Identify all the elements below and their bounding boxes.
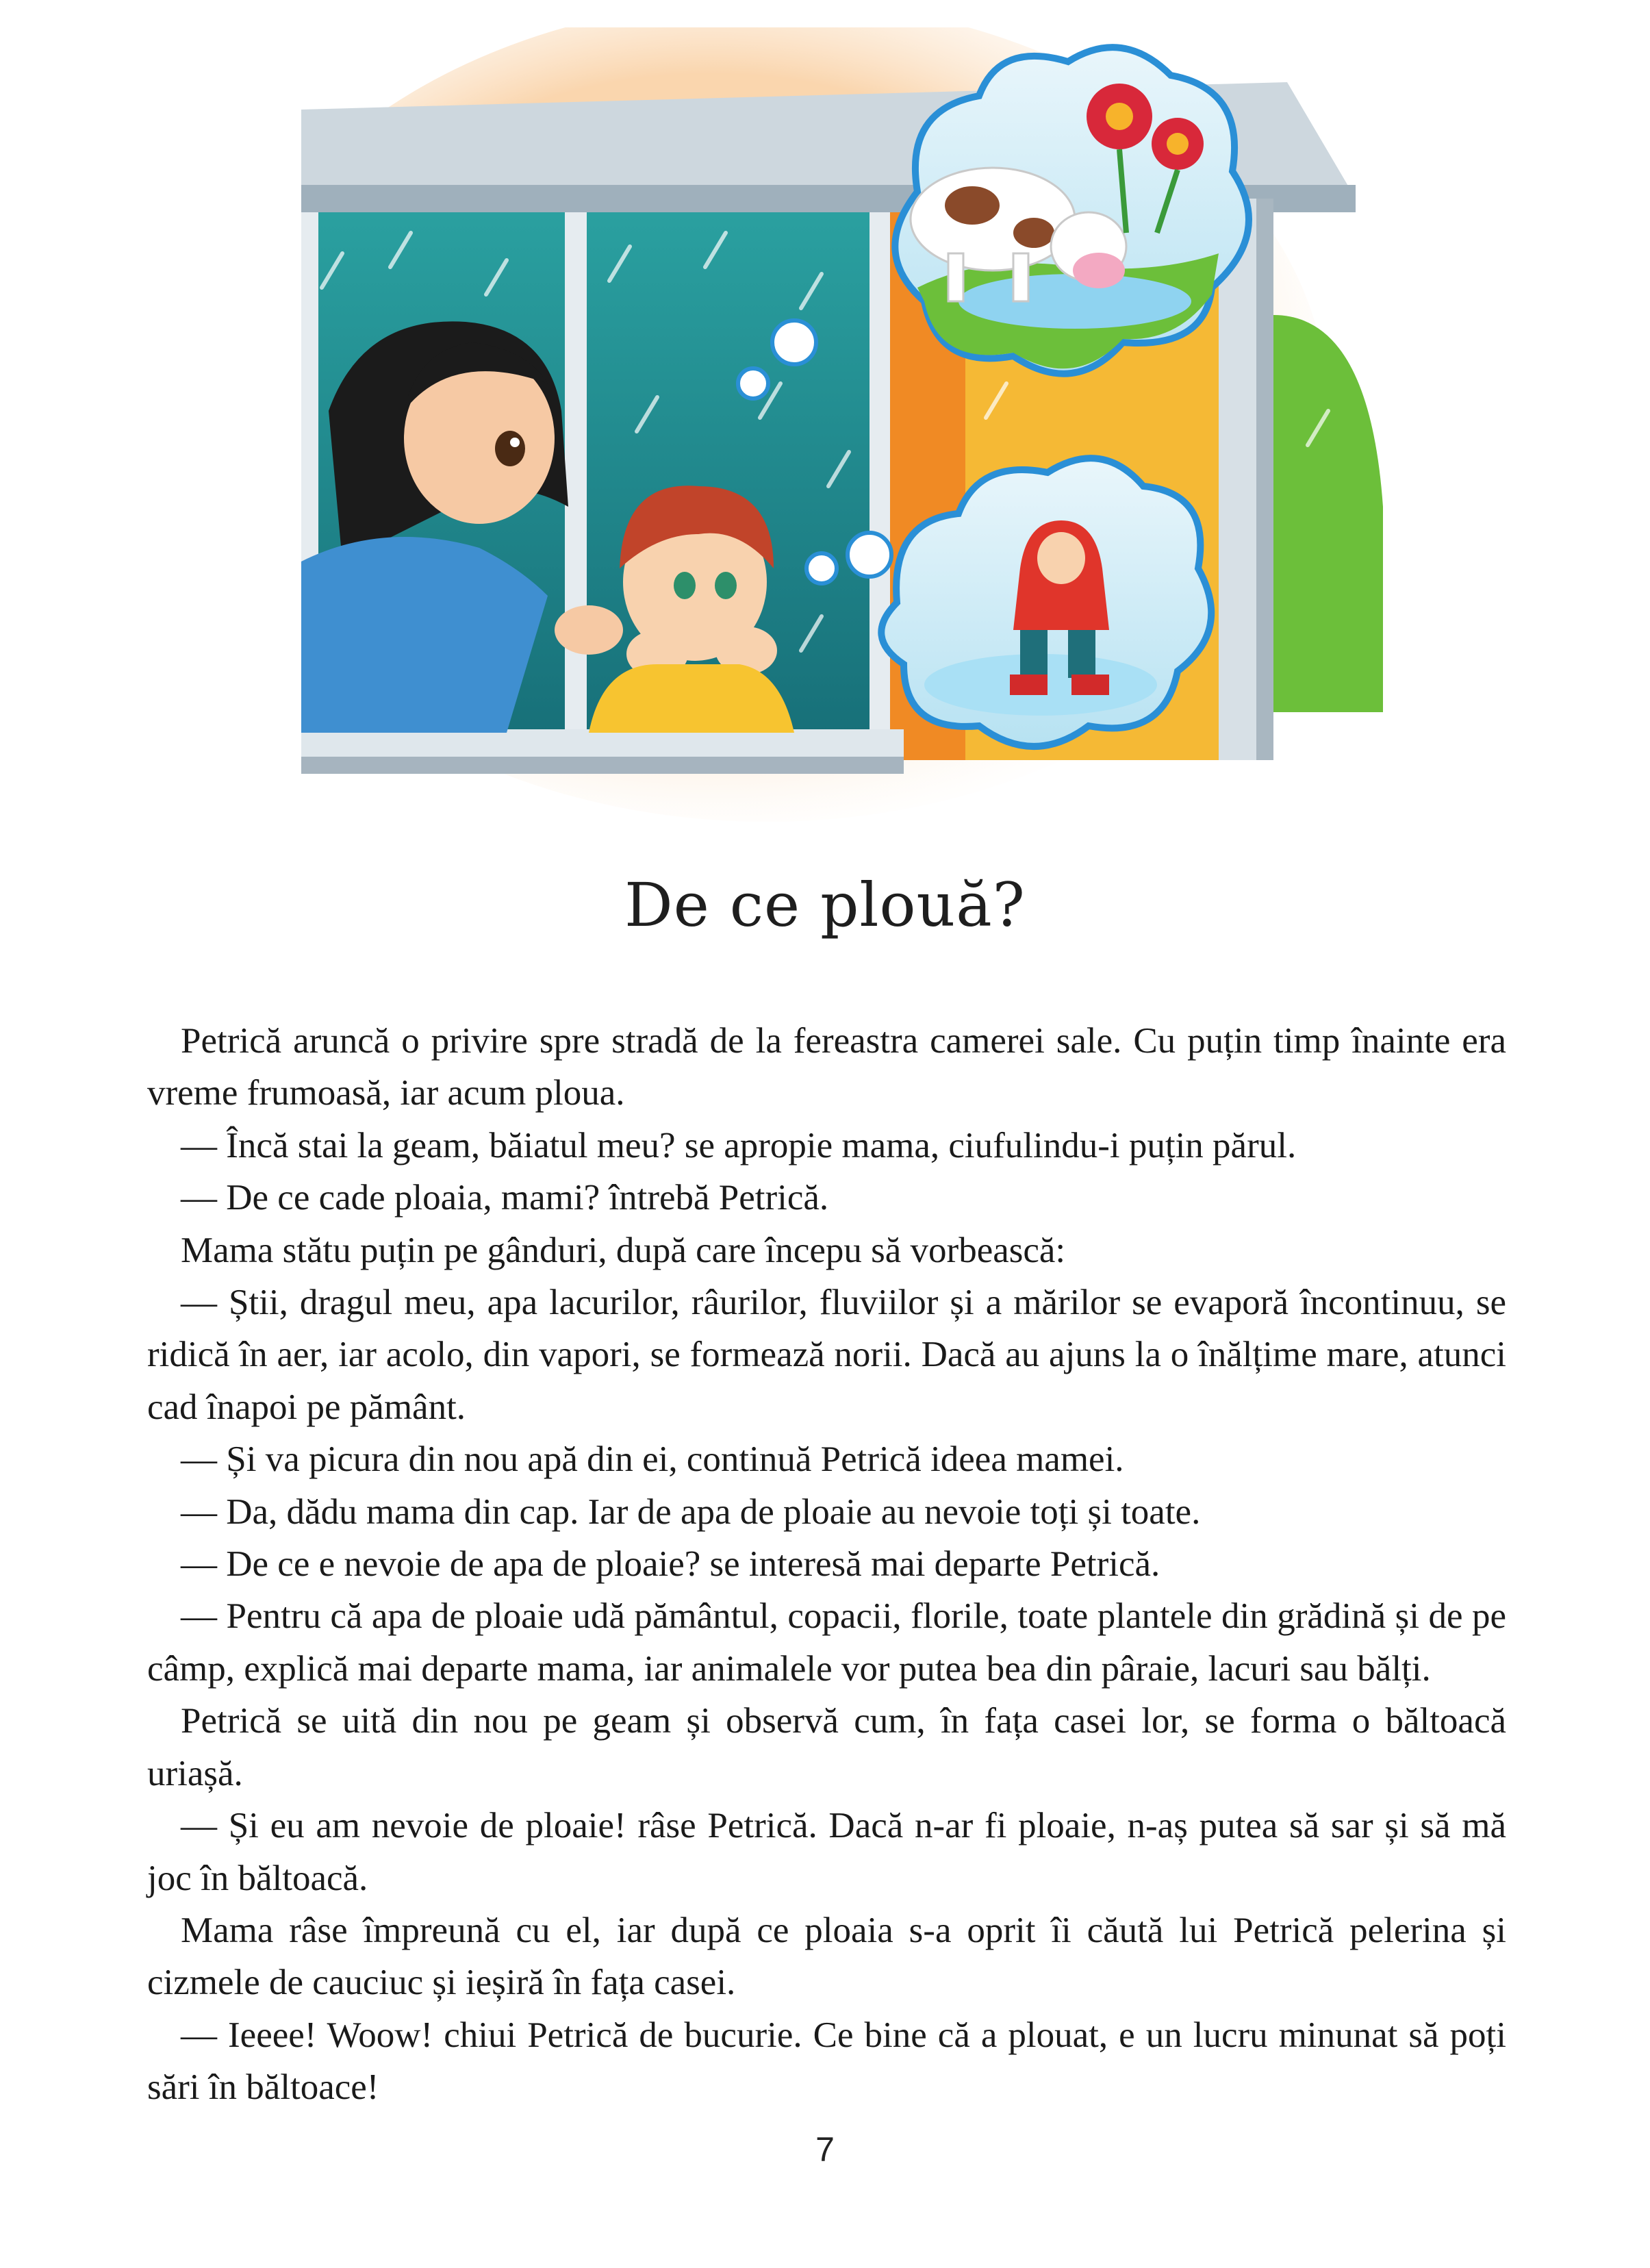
thought-dot [772,320,816,364]
thought-dot [738,368,768,399]
story-paragraph: — Știi, dragul meu, apa lacurilor, râurilor, fluviilor și a mărilor se evaporă încontinuu, se ridică în aer, iar acolo, din vapori, se formează norii. Dacă au ajuns la o înălțime mare, atunci cad înapoi pe pământ. [147,1283,1506,1427]
mother-body [301,537,548,733]
mother-hand [555,605,623,655]
story-paragraph: — Pentru că apa de ploaie udă pământul, copacii, florile, toate plantele din grădină și de pe câmp, explică mai departe mama, iar animalele vor putea bea din pâraie, lacuri sau bălți. [147,1596,1506,1689]
boy-eye-right [715,572,737,599]
drainpipe-shade [1256,199,1273,760]
story-title: De ce plouă? [624,870,1026,940]
thought-dot [848,533,891,577]
page-number: 7 [815,2130,835,2169]
story-paragraph: Petrică aruncă o privire spre stradă de la fereastra camerei sale. Cu puțin timp înainte era vreme frumoasă, iar acum ploua. [147,1021,1506,1113]
story-paragraph: Petrică se uită din nou pe geam și observă cum, în fața casei lor, se forma o băltoacă uriașă. [147,1701,1506,1793]
thought-dot [807,553,837,583]
story-paragraph: — Și eu am nevoie de ploaie! râse Petrică. Dacă n-ar fi ploaie, n-aș putea să sar și să mă joc în băltoacă. [147,1806,1506,1898]
boy-eye-left [674,572,696,599]
story-body [147,1015,1506,2114]
story-paragraph: — De ce cade ploaia, mami? întrebă Petrică. [181,1178,829,1218]
green-hill [1273,315,1383,712]
story-paragraph: — Ieeee! Woow! chiui Petrică de bucurie. Ce bine că a plouat, e un lucru minunat să poți sări în băltoace! [147,2015,1506,2108]
story-paragraph: — De ce e nevoie de apa de ploaie? se interesă mai departe Petrică. [181,1544,1160,1585]
window-sill-shade [301,757,904,774]
story-paragraph: — Da, dădu mama din cap. Iar de apa de ploaie au nevoie toți și toate. [181,1491,1201,1532]
cow-body [911,168,1075,270]
mother-eye-glint [510,438,520,447]
story-paragraph: — Și va picura din nou apă din ei, continuă Petrică ideea mamei. [181,1439,1124,1480]
story-paragraph: Mama râse împreună cu el, iar după ce ploaia s-a oprit îi căută lui Petrică pelerina și cizmele de cauciuc și ieșiră în fața casei. [147,1910,1506,2003]
window-frame-mid [565,212,587,760]
story-paragraph: — Încă stai la geam, băiatul meu? se apropie mama, ciufulindu-i puțin părul. [181,1125,1297,1166]
rainy-window-illustration [301,27,1410,835]
window-frame-right [870,212,890,760]
mother-eye [495,431,525,466]
story-paragraph: Mama stătu puțin pe gânduri, după care începu să vorbească: [181,1230,1066,1270]
